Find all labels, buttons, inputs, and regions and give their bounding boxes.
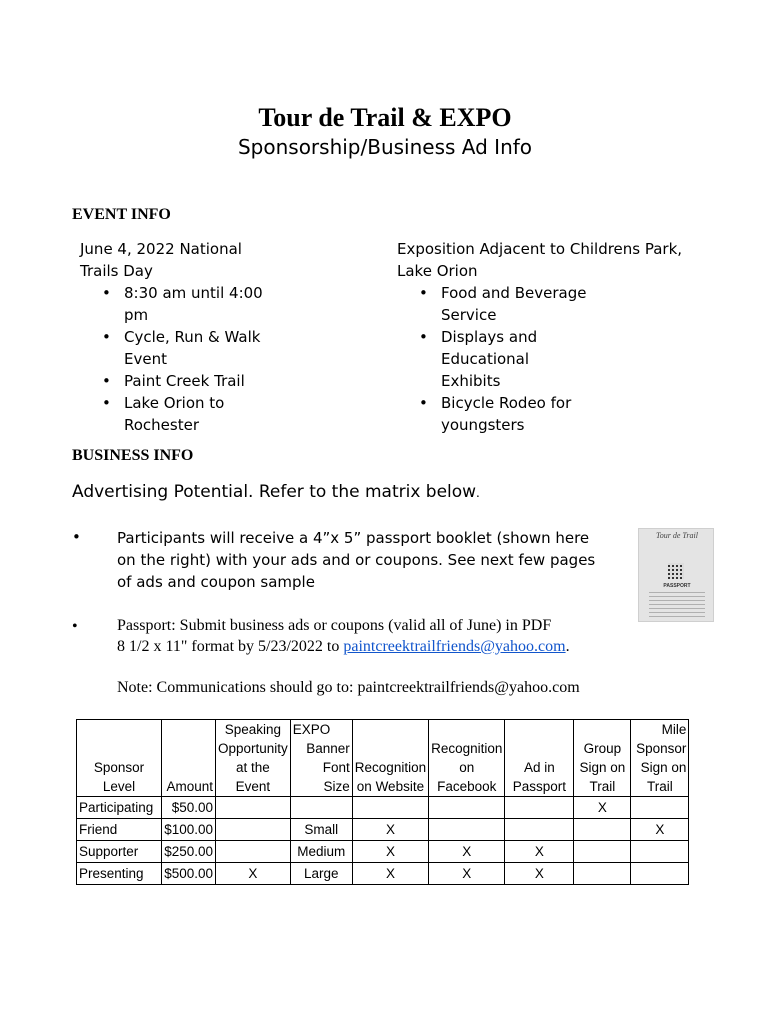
passport-label: PASSPORT — [663, 583, 691, 589]
header-amount: Amount — [162, 720, 216, 797]
page-subtitle: Sponsorship/Business Ad Info — [237, 135, 533, 159]
list-item: • Bicycle Rodeo for youngsters — [441, 392, 682, 436]
event-info-left-column — [80, 238, 263, 436]
passport-booklet-text: Participants will receive a 4”x 5” passport booklet (shown here on the right) with your ads and or coupons. See next few pages of ads and coupon sample — [117, 529, 596, 591]
event-date-line: June 4, 2022 National — [80, 240, 242, 258]
expo-location-line: Exposition Adjacent to Childrens Park, — [397, 240, 683, 258]
event-details-list — [80, 282, 263, 436]
bullet-marker: • — [72, 528, 81, 546]
passport-title: Tour de Trail — [656, 531, 698, 540]
bullet-marker: • — [72, 618, 78, 635]
header-facebook: Recognition on Facebook — [429, 720, 505, 797]
list-item: • Lake Orion to Rochester — [124, 392, 263, 436]
email-link[interactable]: paintcreektrailfriends@yahoo.com — [343, 638, 566, 655]
header-ad-passport: Ad in Passport — [505, 720, 574, 797]
table-row: Presenting $500.00 X Large X X X — [77, 863, 689, 885]
list-item: • 8:30 am until 4:00 pm — [124, 282, 263, 326]
list-item: • Displays and Educational Exhibits — [441, 326, 682, 392]
header-mile-sponsor: Mile Sponsor Sign on Trail — [631, 720, 689, 797]
event-info-heading: EVENT INFO — [72, 206, 171, 223]
table-row: Participating $50.00 X — [77, 797, 689, 819]
expo-details-list — [397, 282, 682, 436]
list-item: • Paint Creek Trail — [124, 370, 263, 392]
event-date-line: Trails Day — [80, 262, 153, 280]
header-website: Recognition on Website — [352, 720, 428, 797]
table-header-row — [77, 720, 689, 797]
sponsorship-matrix — [76, 719, 689, 885]
event-info-right-column — [397, 238, 682, 436]
submission-instructions: Passport: Submit business ads or coupons (valid all of June) in PDF 8 1/2 x 11" format by 5/23/2022 to paintcreektrailfriends@yahoo.com. — [117, 617, 570, 655]
header-group-sign: Group Sign on Trail — [574, 720, 631, 797]
advertising-potential: Advertising Potential. Refer to the matrix below. — [72, 482, 480, 502]
expo-location-line: Lake Orion — [397, 262, 478, 280]
list-item: • Cycle, Run & Walk Event — [124, 326, 263, 370]
header-banner: EXPO Banner Font Size — [290, 720, 352, 797]
list-item: • Food and Beverage Service — [441, 282, 682, 326]
header-sponsor-level: Sponsor Level — [77, 720, 162, 797]
business-info-heading: BUSINESS INFO — [72, 447, 194, 464]
table-row: Friend $100.00 Small X X — [77, 819, 689, 841]
page-title: Tour de Trail & EXPO — [258, 103, 512, 132]
table-row: Supporter $250.00 Medium X X X — [77, 841, 689, 863]
communications-note: Note: Communications should go to: paintcreektrailfriends@yahoo.com — [117, 679, 580, 696]
passport-booklet-image — [638, 528, 714, 622]
header-speaking: Speaking Opportunity at the Event — [216, 720, 291, 797]
